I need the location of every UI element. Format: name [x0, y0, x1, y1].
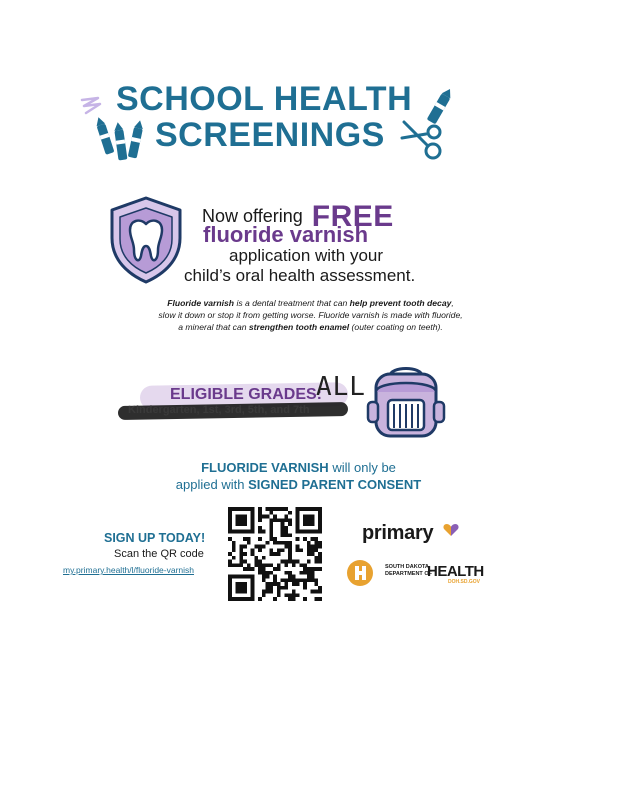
primary-logo: primary: [362, 522, 434, 544]
tooth-shield-icon: [106, 194, 186, 286]
description-line-1: [0, 297, 621, 309]
offer-prefix: Now offering: [202, 206, 303, 226]
consent-bold: SIGNED PARENT CONSENT: [248, 477, 422, 492]
description-bold: help prevent tooth decay: [349, 298, 452, 308]
title-line-1: SCHOOL HEALTH: [116, 80, 413, 118]
sd-logo-line-1: SOUTH DAKOTA: [385, 564, 429, 570]
description-text: a mineral that can: [178, 322, 249, 332]
offer-free: FREE: [311, 200, 394, 233]
zigzag-doodle-icon: [80, 96, 102, 116]
signup-instructions: Scan the QR code: [114, 548, 204, 560]
scissors-icon: [398, 118, 446, 162]
consent-text: will only be: [328, 460, 396, 475]
crossed-out-grades: Kindergarten, 1st, 3rd, 5th, and 7th: [128, 404, 310, 416]
description-text: is a dental treatment that can: [234, 298, 350, 308]
consent-text: applied with: [175, 477, 249, 492]
sd-health-logo-icon: [346, 559, 382, 587]
title-line-2: SCREENINGS: [155, 116, 385, 154]
crayons-icon: [96, 114, 148, 164]
offer-line-4: child’s oral health assessment.: [184, 266, 416, 285]
signup-title: SIGN UP TODAY!: [104, 531, 206, 545]
eligible-grades-handwritten: ALL: [316, 372, 366, 402]
sd-logo-health: HEALTH: [427, 563, 484, 580]
backpack-icon: [364, 362, 448, 442]
consent-bold: FLUORIDE VARNISH: [201, 460, 329, 475]
signup-link[interactable]: my.primary.health/l/fluoride-varnish: [63, 565, 195, 575]
heart-icon: [443, 523, 459, 537]
consent-line-1: [0, 460, 609, 475]
sd-logo-url: DOH.SD.GOV: [448, 579, 480, 585]
offer-product: fluoride varnish: [203, 222, 369, 247]
eligible-grades-label: ELIGIBLE GRADES:: [170, 386, 323, 403]
qr-code-icon[interactable]: [228, 507, 322, 601]
offer-line-3: application with your: [229, 246, 384, 265]
description-bold: strengthen tooth enamel: [248, 322, 350, 332]
description-text: ,: [451, 298, 454, 308]
sd-logo-line-2: DEPARTMENT OF: [385, 571, 432, 577]
description-line-3: [0, 321, 621, 333]
description-bold: Fluoride varnish: [167, 298, 235, 308]
description-text: (outer coating on teeth).: [349, 322, 443, 332]
description-line-2: slow it down or stop it from getting worse. Fluoride varnish is made with fluoride,: [158, 310, 463, 320]
consent-line-2: [0, 477, 609, 492]
